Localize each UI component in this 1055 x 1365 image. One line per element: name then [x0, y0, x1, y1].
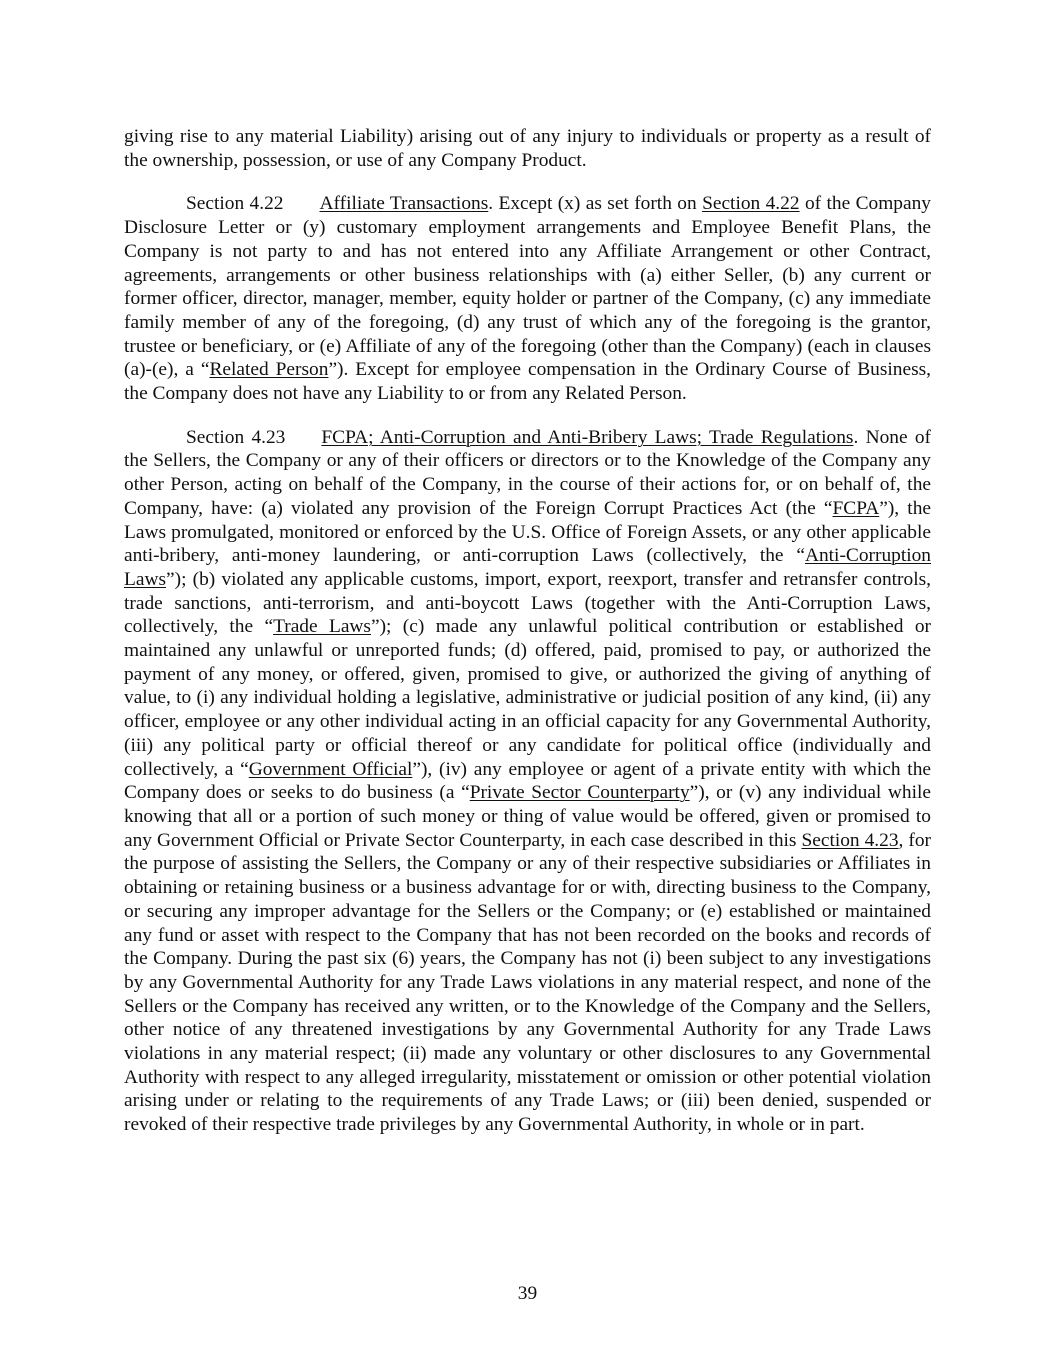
section-4-22-paragraph [124, 192, 931, 405]
defined-term-related-person: Related Person [209, 359, 329, 381]
section-4-23-text-7: , for the purpose of assisting the Sellers, the Company or any of their respective subsidiaries or Affiliates in obtaining or retaining business or a business advantage for or with, directing business to the Company, or securing any improper advantage for the Sellers or the Company; or (e) established or maintained any fund or asset with respect to the Company that has not been recorded on the books and records of the Company. During the past six (6) years, the Company has not (i) been subject to any investigations by any Governmental Authority for any Trade Laws violations in any material respect, and none of the Sellers or the Company has received any written, or to the Knowledge of the Company and the Sellers, other notice of any threatened investigations by any Governmental Authority for any Trade Laws violations in any material respect; (ii) made any voluntary or other disclosures to any Governmental Authority with respect to any alleged irregularity, misstatement or omission or other potential violation arising under or relating to the requirements of any Trade Laws; or (iii) been denied, suspended or revoked of their respective trade privileges by any Governmental Authority, in whole or in part. [124, 829, 931, 1136]
section-4-23-text-6: ”), or (v) any individual while knowing that all or a portion of such money or thing of value would be offered, given or promised to any Government Official or Private Sector Counterparty, in each case described in this [124, 782, 931, 851]
section-4-23-cross-reference: Section 4.23 [801, 829, 899, 851]
section-4-22-cross-reference: Section 4.22 [702, 193, 800, 215]
section-4-22-heading: Affiliate Transactions [319, 193, 489, 215]
continued-paragraph [124, 125, 931, 172]
section-4-23-label: Section 4.23 [186, 426, 286, 448]
section-4-23-text-4: ”); (c) made any unlawful political contribution or established or maintained any unlawful or unreported funds; (d) offered, paid, promised to pay, or authorized the payment of any money, or offered, given, promised to give, or authorized the giving of anything of value, to (i) any individual holding a legislative, administrative or judicial position of any kind, (ii) any officer, employee or any other individual acting in an official capacity for any Governmental Authority, (iii) any political party or official thereof or any candidate for political office (individually and collectively, a “ [124, 616, 931, 780]
document-body [124, 125, 931, 1137]
section-4-23-text-3: ”); (b) violated any applicable customs, import, export, reexport, transfer and retransfer controls, trade sanctions, anti-terrorism, and anti-boycott Laws (together with the Anti-Corruption Laws, collectively, the “ [124, 568, 931, 638]
section-4-22-label: Section 4.22 [186, 193, 284, 215]
defined-term-government-official: Government Official [248, 758, 413, 780]
page-number: 39 [517, 1283, 538, 1304]
section-4-22-text-2: of the Company Disclosure Letter or (y) customary employment arrangements and Employee Benefit Plans, the Company is not party to and has not entered into any Affiliate Arrangement or other Contract, agreements, arrangements or other business relationships with (a) either Seller, (b) any current or former officer, director, manager, member, equity holder or partner of the Company, (c) any immediate family member of any of the foregoing, (d) any trust of which any of the foregoing is the grantor, trustee or beneficiary, or (e) Affiliate of any of the foregoing (other than the Company) (each in clauses (a)-(e), a “ [124, 193, 931, 381]
section-4-22-text-3: ”). Except for employee compensation in the Ordinary Course of Business, the Company does not have any Liability to or from any Related Person. [124, 359, 932, 405]
defined-term-private-sector-counterparty: Private Sector Counterparty [469, 782, 690, 804]
defined-term-trade-laws: Trade Laws [273, 616, 371, 638]
section-4-23-heading: FCPA; Anti-Corruption and Anti-Bribery Laws; Trade Regulations [321, 426, 854, 448]
section-4-22-text-1: . Except (x) as set forth on [488, 193, 703, 215]
section-4-23-text-1: . None of the Sellers, the Company or any of their officers or directors or to the Knowledge of the Company any other Person, acting on behalf of the Company, in the course of their actions for, or on behalf of, the Company, have: (a) violated any provision of the Foreign Corrupt Practices Act (the “ [124, 426, 931, 519]
defined-term-fcpa: FCPA [832, 497, 880, 519]
section-4-23-text-5: ”), (iv) any employee or agent of a private entity with which the Company does or seeks to do business (a “ [124, 758, 931, 804]
section-4-23-paragraph [124, 426, 931, 1137]
continued-text: giving rise to any material Liability) arising out of any injury to individuals or property as a result of the ownership, possession, or use of any Company Product. [124, 126, 931, 171]
section-4-23-text-2: ”), the Laws promulgated, monitored or enforced by the U.S. Office of Foreign Assets, or any other applicable anti-bribery, anti-money laundering, or anti-corruption Laws (collectively, the “ [124, 497, 931, 567]
defined-term-anti-corruption-laws: Anti-Corruption Laws [124, 545, 931, 590]
